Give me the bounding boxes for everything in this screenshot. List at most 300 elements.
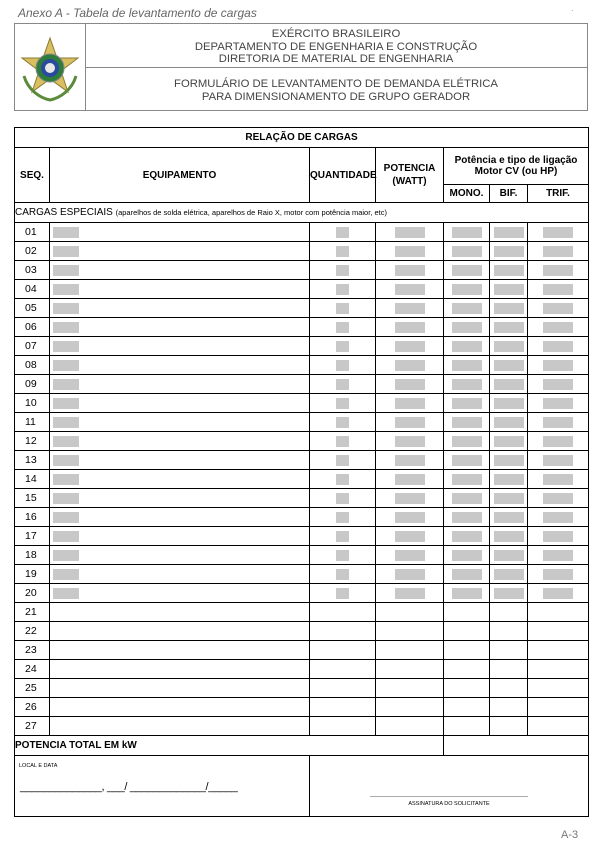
mono-field[interactable] xyxy=(452,227,482,238)
bif-field[interactable] xyxy=(494,493,524,504)
equipment-field[interactable] xyxy=(53,569,79,580)
bif-cell[interactable] xyxy=(490,280,528,299)
power-field[interactable] xyxy=(395,379,425,390)
mono-cell[interactable] xyxy=(444,261,490,280)
trif-field[interactable] xyxy=(543,550,573,561)
mono-cell[interactable] xyxy=(444,622,490,641)
quantity-field[interactable] xyxy=(336,436,349,447)
power-field[interactable] xyxy=(395,303,425,314)
mono-field[interactable] xyxy=(452,531,482,542)
trif-cell[interactable] xyxy=(528,717,589,736)
trif-field[interactable] xyxy=(543,493,573,504)
power-cell[interactable] xyxy=(376,470,444,489)
bif-field[interactable] xyxy=(494,379,524,390)
trif-cell[interactable] xyxy=(528,413,589,432)
trif-cell[interactable] xyxy=(528,299,589,318)
power-cell[interactable] xyxy=(376,375,444,394)
bif-field[interactable] xyxy=(494,531,524,542)
trif-field[interactable] xyxy=(543,512,573,523)
power-field[interactable] xyxy=(395,265,425,276)
equipment-field[interactable] xyxy=(53,284,79,295)
trif-field[interactable] xyxy=(543,284,573,295)
quantity-cell[interactable] xyxy=(310,261,376,280)
mono-field[interactable] xyxy=(452,512,482,523)
equipment-cell[interactable] xyxy=(50,242,310,261)
bif-cell[interactable] xyxy=(490,717,528,736)
power-cell[interactable] xyxy=(376,432,444,451)
bif-field[interactable] xyxy=(494,303,524,314)
power-cell[interactable] xyxy=(376,413,444,432)
equipment-cell[interactable] xyxy=(50,679,310,698)
row-seq: 02 xyxy=(15,242,50,261)
mono-field[interactable] xyxy=(452,284,482,295)
trif-field[interactable] xyxy=(543,322,573,333)
bif-field[interactable] xyxy=(494,588,524,599)
equipment-field[interactable] xyxy=(53,246,79,257)
signature-cell[interactable] xyxy=(310,756,589,817)
equipment-field[interactable] xyxy=(53,227,79,238)
mono-field[interactable] xyxy=(452,493,482,504)
quantity-field[interactable] xyxy=(336,246,349,257)
trif-field[interactable] xyxy=(543,455,573,466)
quantity-cell[interactable] xyxy=(310,717,376,736)
bif-field[interactable] xyxy=(494,246,524,257)
quantity-cell[interactable] xyxy=(310,641,376,660)
power-cell[interactable] xyxy=(376,622,444,641)
mono-cell[interactable] xyxy=(444,223,490,242)
quantity-cell[interactable] xyxy=(310,698,376,717)
bif-field[interactable] xyxy=(494,398,524,409)
trif-cell[interactable] xyxy=(528,679,589,698)
equipment-cell[interactable] xyxy=(50,223,310,242)
bif-cell[interactable] xyxy=(490,432,528,451)
power-cell[interactable] xyxy=(376,261,444,280)
trif-field[interactable] xyxy=(543,265,573,276)
quantity-cell[interactable] xyxy=(310,603,376,622)
equipment-field[interactable] xyxy=(53,398,79,409)
quantity-field[interactable] xyxy=(336,322,349,333)
table-row xyxy=(15,318,589,337)
power-field[interactable] xyxy=(395,398,425,409)
mono-cell[interactable] xyxy=(444,584,490,603)
quantity-cell[interactable] xyxy=(310,660,376,679)
table-row xyxy=(15,299,589,318)
quantity-cell[interactable] xyxy=(310,242,376,261)
bif-field[interactable] xyxy=(494,265,524,276)
equipment-cell[interactable] xyxy=(50,432,310,451)
quantity-field[interactable] xyxy=(336,569,349,580)
bif-cell[interactable] xyxy=(490,565,528,584)
bif-field[interactable] xyxy=(494,227,524,238)
equipment-field[interactable] xyxy=(53,512,79,523)
quantity-cell[interactable] xyxy=(310,584,376,603)
trif-cell[interactable] xyxy=(528,242,589,261)
equipment-field[interactable] xyxy=(53,379,79,390)
power-cell[interactable] xyxy=(376,299,444,318)
equipment-cell[interactable] xyxy=(50,280,310,299)
total-value-cell[interactable] xyxy=(444,736,589,756)
quantity-field[interactable] xyxy=(336,531,349,542)
power-field[interactable] xyxy=(395,550,425,561)
trif-cell[interactable] xyxy=(528,261,589,280)
equipment-cell[interactable] xyxy=(50,565,310,584)
form-title-line: PARA DIMENSIONAMENTO DE GRUPO GERADOR xyxy=(201,90,471,103)
equipment-cell[interactable] xyxy=(50,299,310,318)
mono-cell[interactable] xyxy=(444,527,490,546)
bif-field[interactable] xyxy=(494,322,524,333)
quantity-field[interactable] xyxy=(336,512,349,523)
quantity-cell[interactable] xyxy=(310,394,376,413)
trif-cell[interactable] xyxy=(528,508,589,527)
quantity-cell[interactable] xyxy=(310,546,376,565)
quantity-field[interactable] xyxy=(336,398,349,409)
trif-cell[interactable] xyxy=(528,394,589,413)
power-field[interactable] xyxy=(395,588,425,599)
bif-cell[interactable] xyxy=(490,527,528,546)
mono-field[interactable] xyxy=(452,322,482,333)
quantity-field[interactable] xyxy=(336,341,349,352)
equipment-cell[interactable] xyxy=(50,717,310,736)
mono-field[interactable] xyxy=(452,303,482,314)
mono-field[interactable] xyxy=(452,436,482,447)
bif-cell[interactable] xyxy=(490,489,528,508)
trif-field[interactable] xyxy=(543,398,573,409)
mono-cell[interactable] xyxy=(444,432,490,451)
table-row xyxy=(15,432,589,451)
bif-cell[interactable] xyxy=(490,413,528,432)
bif-field[interactable] xyxy=(494,417,524,428)
bif-cell[interactable] xyxy=(490,451,528,470)
quantity-cell[interactable] xyxy=(310,318,376,337)
trif-field[interactable] xyxy=(543,227,573,238)
bif-cell[interactable] xyxy=(490,356,528,375)
trif-field[interactable] xyxy=(543,360,573,371)
mono-cell[interactable] xyxy=(444,698,490,717)
equipment-field[interactable] xyxy=(53,417,79,428)
equipment-cell[interactable] xyxy=(50,622,310,641)
power-field[interactable] xyxy=(395,341,425,352)
equipment-cell[interactable] xyxy=(50,698,310,717)
equipment-cell[interactable] xyxy=(50,546,310,565)
equipment-cell[interactable] xyxy=(50,337,310,356)
trif-cell[interactable] xyxy=(528,641,589,660)
bif-cell[interactable] xyxy=(490,584,528,603)
power-cell[interactable] xyxy=(376,223,444,242)
bif-cell[interactable] xyxy=(490,546,528,565)
power-cell[interactable] xyxy=(376,508,444,527)
bif-cell[interactable] xyxy=(490,622,528,641)
trif-cell[interactable] xyxy=(528,565,589,584)
quantity-cell[interactable] xyxy=(310,337,376,356)
mono-cell[interactable] xyxy=(444,375,490,394)
power-field[interactable] xyxy=(395,284,425,295)
bif-field[interactable] xyxy=(494,569,524,580)
equipment-field[interactable] xyxy=(53,550,79,561)
bif-cell[interactable] xyxy=(490,261,528,280)
quantity-field[interactable] xyxy=(336,474,349,485)
power-field[interactable] xyxy=(395,512,425,523)
row-seq: 21 xyxy=(15,603,50,622)
bif-cell[interactable] xyxy=(490,508,528,527)
trif-field[interactable] xyxy=(543,531,573,542)
power-cell[interactable] xyxy=(376,356,444,375)
local-date-line[interactable]: ______________, ___/ _____________/_____ xyxy=(20,781,238,793)
quantity-field[interactable] xyxy=(336,303,349,314)
bif-field[interactable] xyxy=(494,512,524,523)
mono-cell[interactable] xyxy=(444,603,490,622)
mono-cell[interactable] xyxy=(444,565,490,584)
trif-field[interactable] xyxy=(543,417,573,428)
quantity-cell[interactable] xyxy=(310,679,376,698)
equipment-cell[interactable] xyxy=(50,508,310,527)
power-field[interactable] xyxy=(395,227,425,238)
equipment-cell[interactable] xyxy=(50,641,310,660)
quantity-field[interactable] xyxy=(336,493,349,504)
mono-cell[interactable] xyxy=(444,394,490,413)
quantity-cell[interactable] xyxy=(310,299,376,318)
equipment-cell[interactable] xyxy=(50,489,310,508)
mono-cell[interactable] xyxy=(444,489,490,508)
trif-cell[interactable] xyxy=(528,280,589,299)
power-cell[interactable] xyxy=(376,565,444,584)
equipment-field[interactable] xyxy=(53,360,79,371)
trif-cell[interactable] xyxy=(528,451,589,470)
power-cell[interactable] xyxy=(376,280,444,299)
power-cell[interactable] xyxy=(376,489,444,508)
quantity-field[interactable] xyxy=(336,550,349,561)
bif-cell[interactable] xyxy=(490,679,528,698)
trif-cell[interactable] xyxy=(528,470,589,489)
equipment-field[interactable] xyxy=(53,322,79,333)
power-field[interactable] xyxy=(395,360,425,371)
power-field[interactable] xyxy=(395,436,425,447)
power-cell[interactable] xyxy=(376,242,444,261)
power-cell[interactable] xyxy=(376,584,444,603)
mono-field[interactable] xyxy=(452,550,482,561)
quantity-cell[interactable] xyxy=(310,356,376,375)
row-seq: 08 xyxy=(15,356,50,375)
mono-cell[interactable] xyxy=(444,242,490,261)
signature-line[interactable] xyxy=(370,796,528,797)
equipment-field[interactable] xyxy=(53,265,79,276)
quantity-cell[interactable] xyxy=(310,508,376,527)
bif-field[interactable] xyxy=(494,341,524,352)
trif-cell[interactable] xyxy=(528,337,589,356)
mono-cell[interactable] xyxy=(444,280,490,299)
equipment-cell[interactable] xyxy=(50,375,310,394)
power-cell[interactable] xyxy=(376,527,444,546)
mono-cell[interactable] xyxy=(444,508,490,527)
equipment-field[interactable] xyxy=(53,493,79,504)
trif-cell[interactable] xyxy=(528,622,589,641)
equipment-cell[interactable] xyxy=(50,470,310,489)
mono-cell[interactable] xyxy=(444,318,490,337)
equipment-cell[interactable] xyxy=(50,356,310,375)
table-title: RELAÇÃO DE CARGAS xyxy=(15,128,589,148)
quantity-cell[interactable] xyxy=(310,527,376,546)
quantity-field[interactable] xyxy=(336,588,349,599)
bif-cell[interactable] xyxy=(490,603,528,622)
mono-cell[interactable] xyxy=(444,356,490,375)
trif-cell[interactable] xyxy=(528,698,589,717)
table-row xyxy=(15,375,589,394)
equipment-cell[interactable] xyxy=(50,261,310,280)
trif-cell[interactable] xyxy=(528,489,589,508)
bif-field[interactable] xyxy=(494,550,524,561)
power-cell[interactable] xyxy=(376,698,444,717)
power-field[interactable] xyxy=(395,455,425,466)
power-cell[interactable] xyxy=(376,603,444,622)
trif-cell[interactable] xyxy=(528,432,589,451)
trif-field[interactable] xyxy=(543,474,573,485)
bif-cell[interactable] xyxy=(490,470,528,489)
power-cell[interactable] xyxy=(376,394,444,413)
trif-cell[interactable] xyxy=(528,375,589,394)
quantity-cell[interactable] xyxy=(310,622,376,641)
mono-field[interactable] xyxy=(452,417,482,428)
bif-cell[interactable] xyxy=(490,242,528,261)
trif-field[interactable] xyxy=(543,569,573,580)
mono-cell[interactable] xyxy=(444,679,490,698)
mono-field[interactable] xyxy=(452,588,482,599)
mono-field[interactable] xyxy=(452,569,482,580)
quantity-field[interactable] xyxy=(336,284,349,295)
equipment-field[interactable] xyxy=(53,588,79,599)
bif-cell[interactable] xyxy=(490,394,528,413)
equipment-field[interactable] xyxy=(53,303,79,314)
trif-field[interactable] xyxy=(543,379,573,390)
mono-cell[interactable] xyxy=(444,470,490,489)
mono-cell[interactable] xyxy=(444,413,490,432)
bif-cell[interactable] xyxy=(490,660,528,679)
trif-cell[interactable] xyxy=(528,318,589,337)
power-field[interactable] xyxy=(395,493,425,504)
bif-cell[interactable] xyxy=(490,641,528,660)
mono-field[interactable] xyxy=(452,398,482,409)
quantity-field[interactable] xyxy=(336,360,349,371)
quantity-field[interactable] xyxy=(336,379,349,390)
mono-cell[interactable] xyxy=(444,299,490,318)
trif-cell[interactable] xyxy=(528,527,589,546)
equipment-cell[interactable] xyxy=(50,394,310,413)
bif-cell[interactable] xyxy=(490,318,528,337)
quantity-cell[interactable] xyxy=(310,280,376,299)
power-cell[interactable] xyxy=(376,717,444,736)
equipment-field[interactable] xyxy=(53,341,79,352)
equipment-field[interactable] xyxy=(53,531,79,542)
trif-field[interactable] xyxy=(543,341,573,352)
bif-field[interactable] xyxy=(494,284,524,295)
trif-cell[interactable] xyxy=(528,603,589,622)
quantity-cell[interactable] xyxy=(310,489,376,508)
power-cell[interactable] xyxy=(376,641,444,660)
trif-cell[interactable] xyxy=(528,223,589,242)
quantity-cell[interactable] xyxy=(310,565,376,584)
mono-cell[interactable] xyxy=(444,641,490,660)
quantity-cell[interactable] xyxy=(310,432,376,451)
power-field[interactable] xyxy=(395,531,425,542)
quantity-cell[interactable] xyxy=(310,413,376,432)
mono-field[interactable] xyxy=(452,379,482,390)
bif-cell[interactable] xyxy=(490,337,528,356)
row-seq: 12 xyxy=(15,432,50,451)
equipment-cell[interactable] xyxy=(50,451,310,470)
mono-field[interactable] xyxy=(452,455,482,466)
equipment-field[interactable] xyxy=(53,455,79,466)
power-field[interactable] xyxy=(395,474,425,485)
power-cell[interactable] xyxy=(376,451,444,470)
local-date-cell[interactable] xyxy=(15,756,310,817)
bif-field[interactable] xyxy=(494,360,524,371)
bif-cell[interactable] xyxy=(490,223,528,242)
equipment-cell[interactable] xyxy=(50,413,310,432)
quantity-field[interactable] xyxy=(336,417,349,428)
trif-field[interactable] xyxy=(543,246,573,257)
bif-field[interactable] xyxy=(494,474,524,485)
mono-cell[interactable] xyxy=(444,451,490,470)
equipment-field[interactable] xyxy=(53,474,79,485)
row-seq: 10 xyxy=(15,394,50,413)
power-field[interactable] xyxy=(395,246,425,257)
power-cell[interactable] xyxy=(376,660,444,679)
mono-field[interactable] xyxy=(452,265,482,276)
power-field[interactable] xyxy=(395,417,425,428)
trif-cell[interactable] xyxy=(528,660,589,679)
equipment-cell[interactable] xyxy=(50,660,310,679)
mono-cell[interactable] xyxy=(444,546,490,565)
quantity-field[interactable] xyxy=(336,455,349,466)
power-field[interactable] xyxy=(395,322,425,333)
equipment-cell[interactable] xyxy=(50,318,310,337)
bif-cell[interactable] xyxy=(490,299,528,318)
row-seq: 15 xyxy=(15,489,50,508)
trif-cell[interactable] xyxy=(528,546,589,565)
row-seq: 25 xyxy=(15,679,50,698)
mono-field[interactable] xyxy=(452,341,482,352)
mono-cell[interactable] xyxy=(444,660,490,679)
equipment-cell[interactable] xyxy=(50,603,310,622)
quantity-field[interactable] xyxy=(336,265,349,276)
quantity-cell[interactable] xyxy=(310,451,376,470)
equipment-cell[interactable] xyxy=(50,527,310,546)
trif-cell[interactable] xyxy=(528,356,589,375)
bif-cell[interactable] xyxy=(490,375,528,394)
power-cell[interactable] xyxy=(376,318,444,337)
quantity-cell[interactable] xyxy=(310,375,376,394)
trif-field[interactable] xyxy=(543,436,573,447)
trif-field[interactable] xyxy=(543,303,573,314)
power-cell[interactable] xyxy=(376,546,444,565)
mono-field[interactable] xyxy=(452,474,482,485)
mono-field[interactable] xyxy=(452,246,482,257)
bif-cell[interactable] xyxy=(490,698,528,717)
power-field[interactable] xyxy=(395,569,425,580)
bif-field[interactable] xyxy=(494,455,524,466)
mono-cell[interactable] xyxy=(444,337,490,356)
equipment-cell[interactable] xyxy=(50,584,310,603)
quantity-cell[interactable] xyxy=(310,223,376,242)
trif-cell[interactable] xyxy=(528,584,589,603)
power-cell[interactable] xyxy=(376,337,444,356)
quantity-field[interactable] xyxy=(336,227,349,238)
mono-field[interactable] xyxy=(452,360,482,371)
mono-cell[interactable] xyxy=(444,717,490,736)
power-cell[interactable] xyxy=(376,679,444,698)
equipment-field[interactable] xyxy=(53,436,79,447)
trif-field[interactable] xyxy=(543,588,573,599)
quantity-cell[interactable] xyxy=(310,470,376,489)
bif-field[interactable] xyxy=(494,436,524,447)
